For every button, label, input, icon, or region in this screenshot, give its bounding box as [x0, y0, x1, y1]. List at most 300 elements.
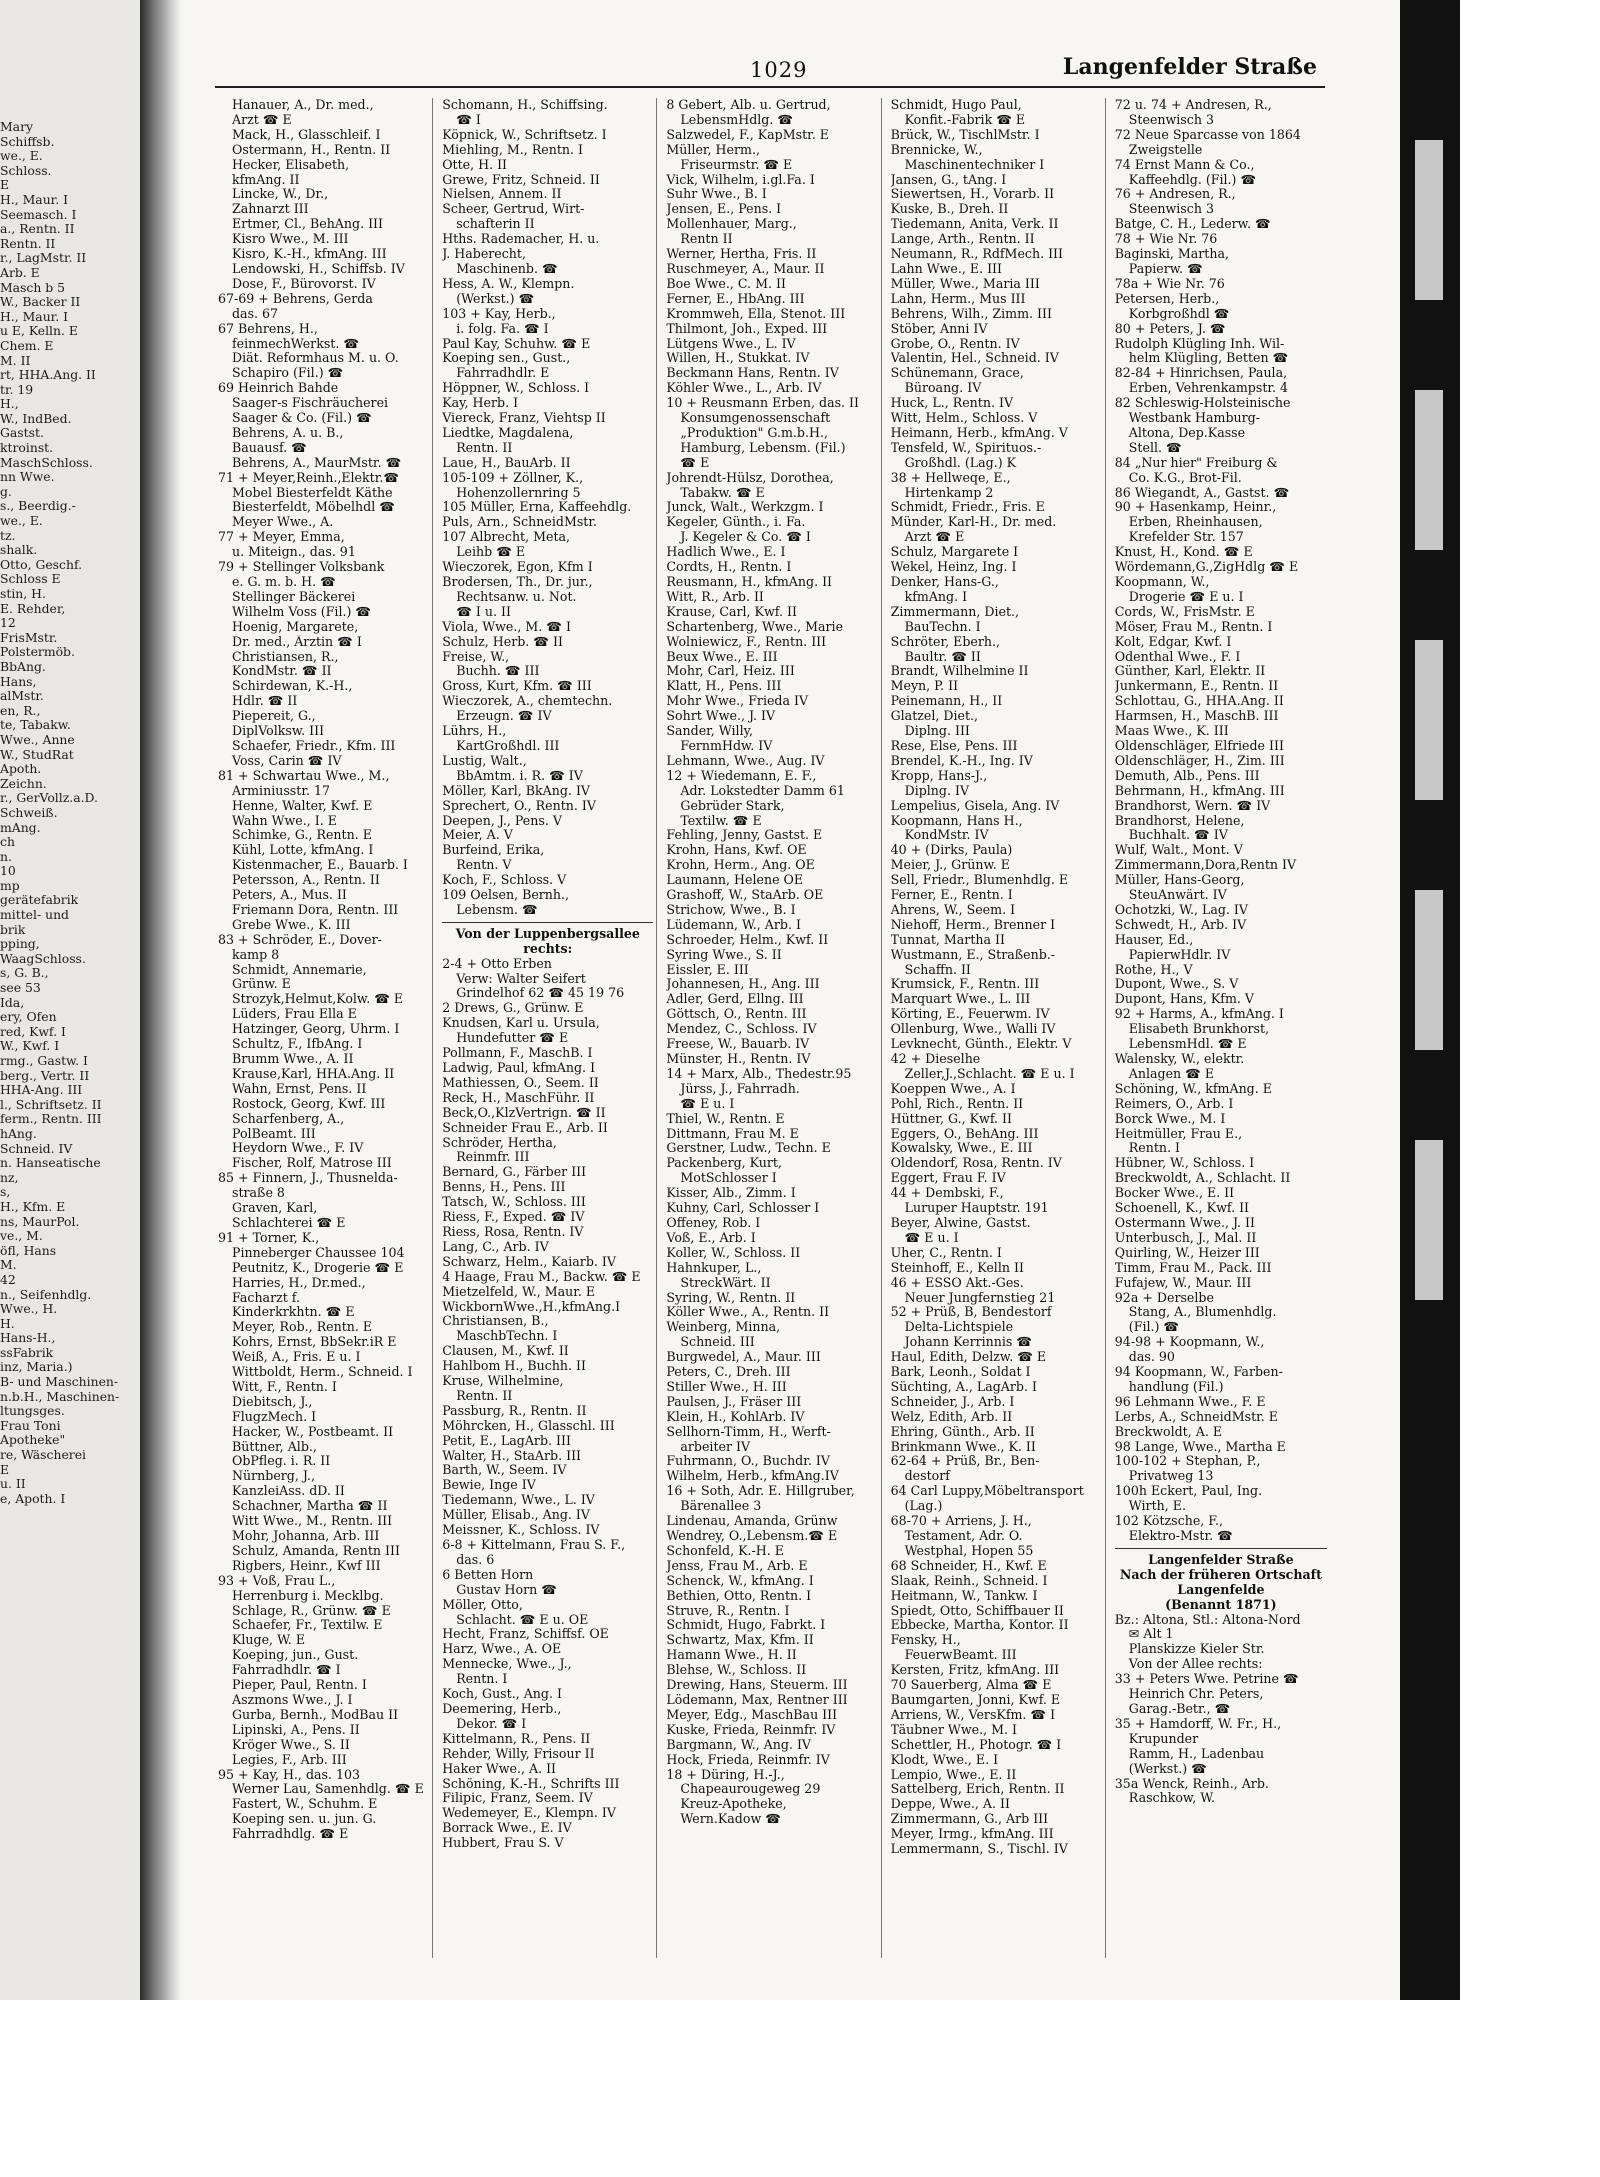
- left-strip-line: tr. 19: [0, 381, 34, 397]
- directory-entry: Kreuz-Apotheke,: [680, 1797, 787, 1812]
- directory-entry: StreckWärt. II: [680, 1275, 771, 1290]
- left-strip-line: rmg., Gastw. I: [0, 1053, 88, 1068]
- directory-entry: Junkermann, E., Rentn. II: [1114, 679, 1279, 694]
- directory-entry: Herrenburg i. Mecklbg.: [232, 1588, 384, 1603]
- directory-entry: Schaefer, Friedr., Kfm. III: [232, 738, 396, 753]
- directory-entry: Werner Lau, Samenhdlg. ☎ E: [232, 1782, 424, 1797]
- directory-entry: 107 Albrecht, Meta,: [442, 530, 571, 545]
- directory-entry: J. Kegeler & Co. ☎ I: [680, 530, 811, 545]
- directory-entry: Willen, H., Stukkat. IV: [666, 351, 810, 366]
- directory-entry: Lindenau, Amanda, Grünw: [666, 1514, 838, 1529]
- directory-entry: Schachner, Martha ☎ II: [232, 1499, 388, 1514]
- directory-entry: ☎ E u. I: [904, 1230, 959, 1245]
- left-strip-line: ch: [0, 834, 15, 850]
- directory-entry: Brandhorst, Helene,: [1114, 813, 1245, 828]
- directory-entry: Rothe, H., V: [1114, 962, 1193, 977]
- directory-entry: Steenwisch 3: [1128, 202, 1214, 217]
- left-strip-line: Wwe., H.: [0, 1301, 58, 1317]
- left-strip-line: g.: [0, 483, 12, 499]
- edge-mark: [1415, 390, 1443, 550]
- left-strip-line: Hans,: [0, 673, 37, 689]
- directory-entry: Glatzel, Diet.,: [890, 709, 979, 724]
- directory-entry: Hadlich Wwe., E. I: [666, 545, 786, 560]
- directory-entry: Heitmann, W., Tankw. I: [890, 1588, 1038, 1603]
- directory-entry: rechts:: [523, 941, 573, 956]
- directory-entry: 67-69 + Behrens, Gerda: [218, 291, 373, 306]
- directory-entry: Mobel Biesterfeldt Käthe: [232, 485, 393, 500]
- directory-entry: Möhrcken, H., Glasschl. III: [442, 1418, 615, 1433]
- left-strip-line: ferm., Rentn. III: [0, 1111, 102, 1127]
- directory-entry: Schomann, H., Schiffsing.: [442, 98, 608, 112]
- directory-entry: Wördemann,G.,ZigHdlg ☎ E: [1114, 560, 1299, 575]
- directory-entry: Zweigstelle: [1128, 142, 1203, 157]
- directory-entry: 35 + Hamdorff, W. Fr., H.,: [1114, 1716, 1282, 1731]
- directory-entry: handlung (Fil.): [1128, 1379, 1224, 1394]
- left-strip-line: shalk.: [0, 542, 38, 558]
- directory-entry: Friseurmstr. ☎ E: [680, 157, 793, 172]
- directory-entry: 12 + Wiedemann, E. F.,: [666, 768, 817, 783]
- directory-entry: Kisro Wwe., M. III: [232, 232, 349, 247]
- left-strip-line: u E, Kelln. E: [0, 323, 78, 339]
- directory-entry: Krohn, Herm., Ang. OE: [666, 858, 815, 873]
- left-strip-line: mp: [0, 877, 20, 893]
- left-strip-line: hAng.: [0, 1125, 37, 1141]
- directory-entry: Hock, Frieda, Reinmfr. IV: [666, 1752, 830, 1767]
- directory-entry: Wern.Kadow ☎: [680, 1812, 781, 1827]
- left-strip-line: Masch b 5: [0, 279, 66, 295]
- directory-entry: Schlachterei ☎ E: [232, 1215, 346, 1230]
- directory-entry: 78a + Wie Nr. 76: [1114, 276, 1225, 291]
- directory-entry: Witt, R., Arb. II: [666, 589, 764, 604]
- directory-entry: Wahn, Ernst, Pens. II: [232, 1081, 367, 1096]
- directory-entry: Koeping sen. u. jun. G.: [232, 1812, 377, 1827]
- directory-entry: 93 + Voß, Frau L.,: [218, 1573, 336, 1588]
- directory-entry: Köpnick, W., Schriftsetz. I: [442, 127, 607, 142]
- directory-entry: Stell. ☎: [1128, 440, 1182, 455]
- directory-entry: 100-102 + Stephan, P.,: [1114, 1454, 1261, 1469]
- left-strip-line: e, Apoth. I: [0, 1490, 66, 1506]
- directory-entry: Mohr, Johanna, Arb. III: [232, 1529, 380, 1543]
- directory-entry: Meyer, Edg., MaschBau III: [666, 1707, 838, 1722]
- directory-entry: Riess, Rosa, Rentn. IV: [442, 1224, 584, 1239]
- directory-entry: Petersson, A., Rentn. II: [232, 873, 380, 888]
- directory-entry: Rentn. II: [456, 1388, 513, 1403]
- directory-entry: Mack, H., Glasschleif. I: [232, 127, 381, 142]
- directory-entry: Lange, Arth., Rentn. II: [890, 232, 1035, 247]
- directory-entry: ObPfleg. i. R. II: [232, 1454, 331, 1469]
- directory-entry: Kisro, K.-H., kfmAng. III: [232, 247, 387, 262]
- directory-entry: Schulz, Amanda, Rentn III: [232, 1543, 400, 1558]
- directory-entry: Schlage, R., Grünw. ☎ E: [232, 1603, 391, 1618]
- directory-entry: Behrens, A. u. B.,: [232, 425, 344, 440]
- directory-entry: Maschinenb. ☎: [456, 261, 558, 276]
- directory-entry: Brinkmann Wwe., K. II: [890, 1439, 1036, 1454]
- left-strip-line: 42: [0, 1271, 16, 1287]
- directory-entry: Wirth, E.: [1128, 1499, 1186, 1514]
- left-strip-line: see 53: [0, 980, 41, 996]
- left-strip-line: Polstermöb.: [0, 644, 75, 660]
- left-strip-line: Seemasch. I: [0, 206, 77, 222]
- directory-entry: Viola, Wwe., M. ☎ I: [442, 619, 571, 634]
- directory-entry: Kruse, Wilhelmine,: [442, 1374, 564, 1389]
- directory-entry: Lödemann, Max, Rentner III: [666, 1692, 848, 1707]
- directory-entry: Wilhelm, Herb., kfmAng.IV: [666, 1469, 839, 1484]
- directory-entry: Fufajew, W., Maur. III: [1114, 1275, 1252, 1290]
- directory-entry: Schröder, Hertha,: [442, 1135, 557, 1150]
- directory-entry: Elektro-Mstr. ☎: [1128, 1529, 1233, 1543]
- directory-entry: Testament, Adr. O.: [904, 1529, 1023, 1543]
- left-strip-line: Otto, Geschf.: [0, 556, 83, 572]
- directory-entry: Witt, F., Rentn. I: [232, 1379, 337, 1394]
- directory-entry: Lempio, Wwe., E. II: [890, 1767, 1017, 1782]
- column-2: [439, 98, 657, 1958]
- directory-entry: Wahn Wwe., I. E: [232, 813, 337, 828]
- directory-entry: 96 Lehmann Wwe., F. E: [1114, 1394, 1266, 1409]
- directory-entry: Dose, F., Bürovorst. IV: [232, 276, 376, 291]
- directory-entry: 81 + Schwartau Wwe., M.,: [218, 768, 390, 783]
- book-gutter: [140, 0, 180, 2000]
- directory-entry: Paul Kay, Schuhw. ☎ E: [442, 336, 591, 351]
- directory-entry: Wilhelm Voss (Fil.) ☎: [232, 604, 372, 619]
- directory-entry: Müller, Hans-Georg,: [1114, 873, 1245, 888]
- left-page-text: [0, 120, 135, 1950]
- directory-entry: Welz, Edith, Arb. II: [890, 1409, 1013, 1424]
- left-strip-line: l., Schriftsetz. II: [0, 1096, 102, 1112]
- directory-entry: Scharfenberg, A.,: [232, 1111, 345, 1126]
- directory-entry: Koopmann, Hans H.,: [890, 813, 1023, 828]
- left-strip-line: Arb. E: [0, 264, 40, 280]
- directory-entry: Stiller Wwe., H. III: [666, 1379, 787, 1394]
- directory-entry: Müller, Herm.,: [666, 142, 760, 157]
- directory-entry: Gustav Horn ☎: [456, 1582, 557, 1597]
- directory-entry: Kersten, Fritz, kfmAng. III: [890, 1663, 1060, 1678]
- directory-entry: Kohrs, Ernst, BbSekr.iR E: [232, 1335, 397, 1350]
- directory-entry: Bark, Leonh., Soldat I: [890, 1365, 1031, 1380]
- directory-entry: 70 Sauerberg, Alma ☎ E: [890, 1678, 1052, 1693]
- scan-margin: [0, 2000, 1600, 2177]
- directory-entry: Chapeaurougeweg 29: [680, 1782, 821, 1797]
- directory-entry: Schwartz, Max, Kfm. II: [666, 1633, 814, 1648]
- directory-entry: Niehoff, Herm., Brenner I: [890, 917, 1056, 932]
- directory-entry: das. 90: [1128, 1350, 1175, 1365]
- directory-entry: Behrens, Wilh., Zimm. III: [890, 306, 1052, 321]
- directory-entry: Rentn II: [680, 232, 733, 247]
- directory-entry: Hths. Rademacher, H. u.: [442, 232, 600, 247]
- directory-entry: Schmidt, Friedr., Fris. E: [890, 500, 1045, 515]
- directory-entry: Planskizze Kieler Str.: [1128, 1642, 1265, 1657]
- directory-entry: Schöning, K.-H., Schrifts III: [442, 1776, 620, 1791]
- directory-entry: Heydorn Wwe., F. IV: [232, 1141, 364, 1156]
- directory-entry: Lipinski, A., Pens. II: [232, 1722, 360, 1737]
- directory-entry: Lahn Wwe., E. III: [890, 261, 1003, 276]
- directory-entry: Haker Wwe., A. II: [442, 1761, 557, 1776]
- directory-entry: Peters, A., Mus. II: [232, 888, 347, 903]
- directory-entry: Zahnarzt III: [232, 202, 309, 217]
- directory-entry: Burfeind, Erika,: [442, 843, 545, 858]
- left-strip-line: ssFabrik: [0, 1344, 54, 1360]
- directory-entry: 6 Betten Horn: [442, 1567, 534, 1582]
- directory-entry: Lüdemann, W., Arb. I: [666, 917, 801, 932]
- directory-entry: 18 + Düring, H.-J.,: [666, 1767, 785, 1782]
- left-strip-line: mittel- und: [0, 907, 69, 923]
- directory-entry: Krommweh, Ella, Stenot. III: [666, 306, 846, 321]
- directory-entry: Laue, H., BauArb. II: [442, 455, 571, 470]
- directory-entry: Slaak, Reinh., Schneid. I: [890, 1573, 1048, 1588]
- directory-entry: Luruper Hauptstr. 191: [904, 1201, 1049, 1216]
- directory-entry: Meyer Wwe., A.: [232, 515, 334, 530]
- directory-entry: Facharzt f.: [232, 1290, 300, 1305]
- column-4: [888, 98, 1106, 1958]
- left-strip-line: Schloss E: [0, 571, 61, 587]
- left-strip-line: Frau Toni: [0, 1417, 61, 1433]
- directory-entry: PapierwHdlr. IV: [1128, 947, 1231, 962]
- directory-entry: Hohenzollernring 5: [456, 485, 581, 500]
- left-strip-line: Apotheke": [0, 1432, 66, 1448]
- directory-entry: Bauausf. ☎: [232, 440, 307, 455]
- directory-entry: Weiß, A., Fris. E u. I: [232, 1350, 361, 1365]
- directory-entry: 16 + Soth, Adr. E. Hillgruber,: [666, 1484, 855, 1499]
- left-strip-line: Apoth.: [0, 761, 42, 777]
- directory-entry: 8 Gebert, Alb. u. Gertrud,: [666, 98, 831, 112]
- directory-entry: Koch, F., Schloss. V: [442, 873, 567, 888]
- directory-entry: Zimmermann, Diet.,: [890, 604, 1020, 619]
- directory-entry: 68-70 + Arriens, J. H.,: [890, 1514, 1032, 1529]
- directory-entry: 35a Wenck, Reinh., Arb.: [1114, 1776, 1269, 1791]
- directory-entry: Oldendorf, Rosa, Rentn. IV: [890, 1156, 1062, 1171]
- left-strip-line: ltungsges.: [0, 1403, 65, 1419]
- directory-entry: Lincke, W., Dr.,: [232, 187, 329, 202]
- left-strip-line: brik: [0, 921, 26, 937]
- directory-entry: Weinberg, Minna,: [666, 1320, 781, 1335]
- directory-entry: Kropp, Hans-J.,: [890, 768, 988, 783]
- directory-entry: Sprechert, O., Rentn. IV: [442, 798, 596, 813]
- directory-entry: Behrens, A., MaurMstr. ☎: [232, 455, 402, 470]
- directory-entry: Quirling, W., Heizer III: [1114, 1245, 1260, 1260]
- directory-entry: 82 Schleswig-Holsteinische: [1114, 396, 1291, 411]
- directory-entry: Pollmann, F., MaschB. I: [442, 1046, 593, 1061]
- directory-entry: Vick, Wilhelm, i.gl.Fa. I: [666, 172, 815, 187]
- directory-entry: Tensfeld, W., Spirituos.-: [890, 440, 1042, 455]
- left-strip-line: alMstr.: [0, 688, 44, 704]
- directory-entry: Erben, Vehrenkampstr. 4: [1128, 381, 1289, 396]
- directory-entry: Brück, W., TischlMstr. I: [890, 127, 1040, 142]
- directory-entry: kfmAng. II: [232, 172, 300, 187]
- left-strip-line: Rentn. II: [0, 235, 56, 251]
- directory-entry: Lahn, Herm., Mus III: [890, 291, 1026, 306]
- left-strip-line: ktroinst.: [0, 440, 54, 456]
- directory-entry: Bärenallee 3: [680, 1499, 762, 1514]
- directory-entry: LebensmHdlg. ☎: [680, 112, 794, 127]
- directory-entry: 2-4 + Otto Erben: [442, 956, 552, 971]
- edge-mark: [1415, 1140, 1443, 1300]
- directory-entry: Ruschmeyer, A., Maur. II: [666, 261, 825, 276]
- left-strip-line: en, R.,: [0, 702, 41, 718]
- directory-entry: Steinhoff, E., Kelln II: [890, 1260, 1024, 1275]
- directory-entry: Paulsen, J., Fräser III: [666, 1394, 802, 1409]
- directory-entry: Klodt, Wwe., E. I: [890, 1752, 999, 1767]
- directory-entry: 103 + Kay, Herb.,: [442, 306, 556, 321]
- left-strip-line: öfl, Hans: [0, 1242, 57, 1258]
- directory-entry: Dittmann, Frau M. E: [666, 1126, 799, 1141]
- directory-entry: KartGroßhdl. III: [456, 738, 560, 753]
- directory-entry: Offeney, Rob. I: [666, 1215, 761, 1230]
- directory-entry: Lempelius, Gisela, Ang. IV: [890, 798, 1060, 813]
- directory-entry: Maas Wwe., K. III: [1114, 724, 1229, 739]
- directory-entry: Mohr Wwe., Frieda IV: [666, 694, 809, 709]
- directory-entry: Krefelder Str. 157: [1128, 530, 1244, 545]
- directory-entry: Großhdl. (Lag.) K: [904, 455, 1017, 470]
- directory-entry: Göttsch, O., Rentn. III: [666, 1007, 807, 1022]
- directory-entry: ☎ E u. I: [680, 1096, 735, 1111]
- directory-entry: Langenfelde: [1177, 1582, 1265, 1597]
- edge-mark: [1415, 140, 1443, 300]
- directory-entry: Arriens, W., VersKfm. ☎ I: [890, 1707, 1056, 1722]
- directory-entry: Otte, H. II: [442, 157, 508, 172]
- directory-entry: Voß, E., Arb. I: [666, 1230, 756, 1245]
- left-page: [0, 0, 140, 2000]
- directory-entry: Fahrradhdlg. ☎ E: [232, 1827, 349, 1842]
- directory-entry: Ferner, E., Rentn. I: [890, 888, 1013, 903]
- directory-entry: Meissner, K., Schloss. IV: [442, 1523, 600, 1538]
- directory-entry: Reinmfr. III: [456, 1150, 530, 1165]
- directory-entry: Pohl, Rich., Rentn. II: [890, 1096, 1024, 1111]
- directory-entry: Schapiro (Fil.) ☎: [232, 366, 344, 381]
- left-strip-line: stin, H.: [0, 586, 46, 601]
- directory-entry: Marquart Wwe., L. III: [890, 992, 1031, 1007]
- left-strip-line: n.b.H., Maschinen-: [0, 1388, 120, 1404]
- directory-entry: Lerbs, A., SchneidMstr. E: [1114, 1409, 1278, 1424]
- left-strip-line: E. Rehder,: [0, 600, 66, 616]
- directory-entry: Werner, Hertha, Fris. II: [666, 247, 817, 262]
- directory-entry: Grashoff, W., StaArb. OE: [666, 888, 824, 903]
- directory-entry: 2 Drews, G., Grünw. E: [442, 1001, 584, 1016]
- directory-entry: Reusmann, H., kfmAng. II: [666, 575, 833, 589]
- directory-entry: Syring Wwe., S. II: [666, 947, 782, 962]
- directory-entry: Verw: Walter Seifert: [456, 971, 586, 986]
- directory-entry: Meier, J., Grünw. E: [890, 858, 1010, 873]
- directory-entry: 76 + Andresen, R.,: [1114, 187, 1236, 202]
- directory-entry: Maschinentechniker I: [904, 157, 1045, 172]
- column-1: [215, 98, 433, 1958]
- directory-entry: Diplng. III: [904, 724, 970, 739]
- directory-entry: Jenss, Frau M., Arb. E: [666, 1558, 808, 1573]
- directory-entry: Schlottau, G., HHA.Ang. II: [1114, 694, 1284, 709]
- directory-entry: Buchhalt. ☎ IV: [1128, 828, 1228, 843]
- directory-entry: helm Klügling, Betten ☎: [1128, 351, 1289, 366]
- directory-entry: Oldenschläger, H., Zim. III: [1114, 753, 1285, 768]
- left-strip-line: rt, HHA.Ang. II: [0, 367, 96, 383]
- directory-entry: Rese, Else, Pens. III: [890, 738, 1018, 753]
- directory-entry: Müller, Elisab., Ang. IV: [442, 1508, 590, 1523]
- directory-entry: Ochotzki, W., Lag. IV: [1114, 902, 1248, 917]
- directory-entry: Jensen, E., Pens. I: [666, 202, 782, 217]
- directory-entry: kamp 8: [232, 947, 280, 962]
- directory-entry: Schroeder, Helm., Kwf. II: [666, 932, 829, 947]
- directory-entry: 109 Oelsen, Bernh.,: [442, 888, 570, 903]
- directory-entry: Harries, H., Dr.med.,: [232, 1275, 366, 1290]
- directory-entry: KanzleiAss. dD. II: [232, 1484, 345, 1499]
- directory-entry: Nürnberg, J.,: [232, 1469, 315, 1484]
- page-number: 1029: [750, 58, 808, 82]
- directory-entry: Schartenberg, Wwe., Marie: [666, 619, 844, 634]
- directory-entry: Cordts, H., Rentn. I: [666, 560, 792, 575]
- directory-entry: Hanauer, A., Dr. med.,: [232, 98, 374, 112]
- directory-entry: Mollenhauer, Marg.,: [666, 217, 797, 232]
- directory-entry: Wustmann, E., Straßenb.-: [890, 947, 1056, 962]
- directory-entry: Eggers, O., BehAng. III: [890, 1126, 1039, 1141]
- directory-entry: Drogerie ☎ E u. I: [1128, 589, 1244, 604]
- directory-entry: Eggert, Frau F. IV: [890, 1171, 1006, 1186]
- directory-entry: 79 + Stellinger Volksbank: [218, 560, 385, 575]
- directory-entry: Buchh. ☎ III: [456, 664, 540, 679]
- edge-mark: [1415, 640, 1443, 800]
- directory-entry: ☎ I u. II: [456, 604, 511, 619]
- left-strip-line: gerätefabrik: [0, 892, 79, 908]
- directory-entry: Puls, Arn., SchneidMstr.: [442, 515, 598, 530]
- left-strip-line: Chem. E: [0, 337, 54, 353]
- directory-entry: Steenwisch 3: [1128, 112, 1214, 127]
- directory-entry: Elisabeth Brunkhorst,: [1128, 1022, 1270, 1037]
- directory-entry: Bargmann, W., Ang. IV: [666, 1737, 812, 1752]
- directory-columns: [215, 98, 1330, 1958]
- directory-entry: Brendel, K.-H., Ing. IV: [890, 753, 1033, 768]
- directory-entry: Baultr. ☎ II: [904, 649, 981, 664]
- left-strip-line: 12: [0, 615, 16, 631]
- directory-entry: Siewertsen, H., Vorarb. II: [890, 187, 1055, 202]
- directory-entry: 40 + (Dirks, Paula): [890, 843, 1013, 858]
- directory-entry: Meyn, P. II: [890, 679, 959, 694]
- left-strip-line: W., Kwf. I: [0, 1038, 60, 1054]
- directory-entry: Lang, C., Arb. IV: [442, 1239, 549, 1254]
- directory-entry: Heimann, Herb., kfmAng. V: [890, 425, 1068, 440]
- left-strip-line: Schiffsb.: [0, 133, 55, 149]
- directory-entry: Köhler Wwe., L., Arb. IV: [666, 381, 822, 396]
- directory-entry: das. 67: [232, 306, 279, 321]
- directory-entry: Tiedemann, Wwe., L. IV: [442, 1493, 595, 1508]
- directory-entry: Strichow, Wwe., B. I: [666, 902, 796, 917]
- directory-entry: Schaffn. II: [904, 962, 971, 977]
- left-strip-line: H.,: [0, 396, 19, 412]
- directory-entry: 4 Haage, Frau M., Backw. ☎ E: [442, 1269, 641, 1284]
- directory-entry: Westbank Hamburg-: [1128, 411, 1260, 426]
- directory-entry: Garag.-Betr., ☎: [1128, 1701, 1231, 1716]
- directory-entry: Spiedt, Otto, Schiffbauer II: [890, 1603, 1064, 1618]
- directory-entry: Schöning, W., kfmAng. E: [1114, 1081, 1272, 1096]
- left-strip-line: nz,: [0, 1169, 19, 1185]
- directory-entry: (Fil.) ☎: [1128, 1320, 1180, 1335]
- left-strip-line: r., LagMstr. II: [0, 250, 87, 266]
- directory-entry: Witt, Helm., Schloss. V: [890, 411, 1038, 426]
- directory-entry: Grobe, O., Rentn. IV: [890, 336, 1020, 351]
- directory-entry: Westphal, Hopen 55: [904, 1543, 1034, 1558]
- directory-entry: Krupunder: [1128, 1731, 1199, 1746]
- directory-entry: Sell, Friedr., Blumenhdlg. E: [890, 873, 1069, 888]
- directory-entry: Saager-s Fischräucherei: [232, 396, 389, 411]
- directory-entry: 83 + Schröder, E., Dover-: [218, 932, 382, 947]
- left-strip-line: BbAng.: [0, 658, 46, 674]
- directory-entry: Johrendt-Hülsz, Dorothea,: [666, 470, 834, 485]
- directory-entry: Möller, Karl, BkAng. IV: [442, 783, 591, 798]
- directory-entry: 69 Heinrich Bahde: [218, 381, 339, 396]
- directory-entry: Peinemann, H., II: [890, 694, 1003, 709]
- directory-entry: Konfit.-Fabrik ☎ E: [904, 112, 1026, 127]
- left-strip-line: re, Wäscherei: [0, 1447, 87, 1463]
- directory-entry: Lendowski, H., Schiffsb. IV: [232, 261, 405, 276]
- directory-entry: Viereck, Franz, Viehtsp II: [442, 411, 606, 426]
- directory-entry: Legies, F., Arb. III: [232, 1752, 347, 1767]
- directory-entry: Eissler, E. III: [666, 962, 749, 977]
- directory-entry: Koopmann, W.,: [1114, 575, 1210, 589]
